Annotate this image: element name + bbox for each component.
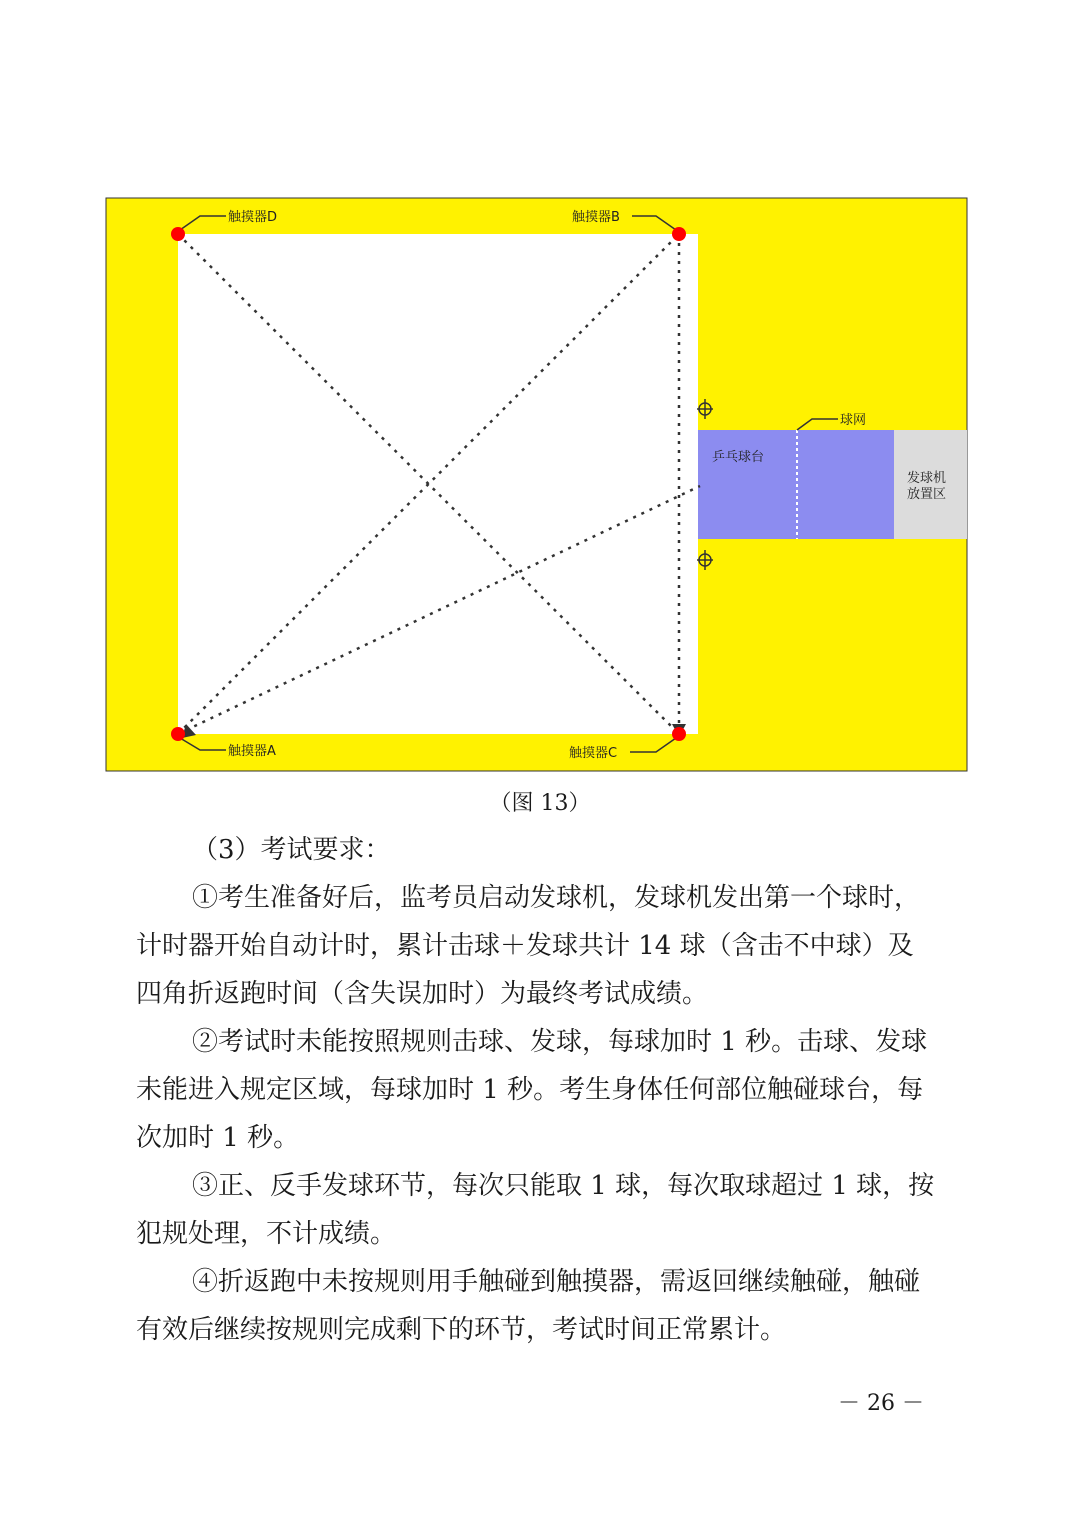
sensor-c-dot — [672, 727, 686, 741]
table-label: 乒乓球台 — [712, 450, 765, 465]
machine-area-label-1: 发球机 — [907, 471, 947, 486]
paragraph-2: ②考试时未能按照规则击球、发球，每球加时 1 秒。击球、发球未能进入规定区域，每球加时 1 秒。考生身体任何部位触碰球台，每次加时 1 秒。 — [136, 1027, 928, 1153]
paragraph-4: ④折返跑中未按规则用手触碰到触摸器，需返回继续触碰，触碰有效后继续按规则完成剩下的环节，考试时间正常累计。 — [136, 1267, 921, 1345]
net-label: 球网 — [840, 413, 867, 428]
sensor-b-dot — [672, 227, 686, 241]
paragraph-3: ③正、反手发球环节，每次只能取 1 球，每次取球超过 1 球，按犯规处理，不计成绩。 — [136, 1171, 935, 1249]
figure-caption: （图 13） — [489, 791, 591, 816]
sensor-d-dot — [171, 227, 185, 241]
machine-area-label-2: 放置区 — [907, 487, 947, 502]
section-heading: （3）考试要求： — [192, 835, 391, 865]
sensor-b-label: 触摸器B — [572, 210, 620, 225]
sensor-a-dot — [171, 727, 185, 741]
paragraph-1: ①考生准备好后，监考员启动发球机，发球机发出第一个球时，计时器开始自动计时，累计击球＋发球共计 14 球（含击不中球）及四角折返跑时间（含失误加时）为最终考试成绩。 — [136, 883, 921, 1009]
sensor-d-label: 触摸器D — [228, 210, 278, 225]
page-number: － 26 － — [838, 1391, 924, 1416]
court-square — [178, 234, 698, 734]
sensor-c-label: 触摸器C — [569, 746, 618, 761]
sensor-a-label: 触摸器A — [228, 744, 276, 759]
